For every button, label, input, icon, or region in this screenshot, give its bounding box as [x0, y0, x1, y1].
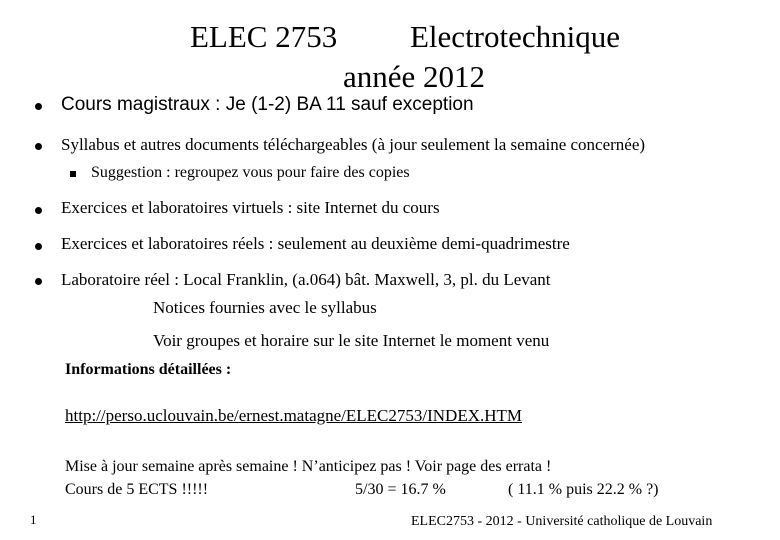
bullet-dot — [35, 243, 42, 250]
update-notice: Mise à jour semaine après semaine ! N’anticipez pas ! Voir page des errata ! — [65, 458, 552, 475]
bullet-lectures: Cours magistraux : Je (1-2) BA 11 sauf exception — [61, 94, 474, 115]
bullet-syllabus: Syllabus et autres documents téléchargeables (à jour seulement la semaine concernée) — [61, 135, 646, 154]
ects-range: ( 11.1 % puis 22.2 % ?) — [508, 481, 659, 498]
lab-note-groups: Voir groupes et horaire sur le site Internet le moment venu — [153, 331, 550, 350]
footer-text: ELEC2753 - 2012 - Université catholique de Louvain — [411, 514, 713, 529]
sub-bullet-square — [70, 171, 76, 177]
bullet-lab-location: Laboratoire réel : Local Franklin, (a.064) bât. Maxwell, 3, pl. du Levant — [61, 270, 551, 289]
bullet-dot — [35, 207, 42, 214]
bullet-dot — [35, 278, 42, 285]
ects-ratio: 5/30 = 16.7 % — [355, 481, 446, 498]
sub-bullet-suggestion: Suggestion : regroupez vous pour faire des copies — [91, 164, 410, 181]
bullet-dot — [35, 143, 42, 150]
bullet-dot — [35, 103, 42, 110]
title-course-code: ELEC 2753 — [190, 19, 338, 54]
info-heading: Informations détaillées : — [65, 361, 232, 378]
lab-note-notices: Notices fournies avec le syllabus — [153, 298, 377, 317]
title-year: année 2012 — [343, 59, 486, 94]
page-number: 1 — [30, 512, 37, 527]
ects-label: Cours de 5 ECTS !!!!! — [65, 481, 209, 498]
bullet-virtual-labs: Exercices et laboratoires virtuels : site Internet du cours — [61, 198, 440, 217]
bullet-real-labs: Exercices et laboratoires réels : seulement au deuxième demi-quadrimestre — [61, 234, 570, 253]
course-website-link[interactable]: http://perso.uclouvain.be/ernest.matagne/ELEC2753/INDEX.HTM — [65, 406, 523, 425]
title-course-name: Electrotechnique — [410, 19, 621, 54]
